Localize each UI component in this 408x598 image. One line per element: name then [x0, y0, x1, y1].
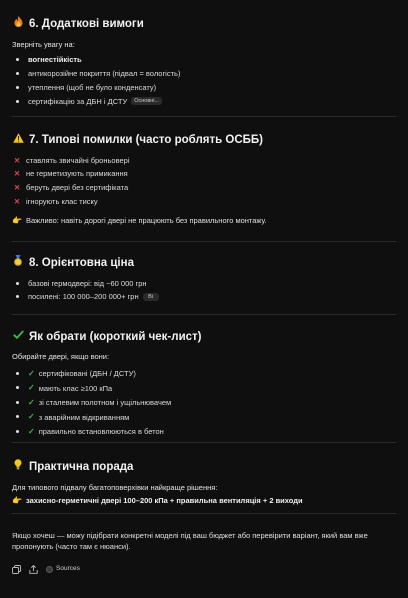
copy-icon[interactable] — [12, 565, 21, 574]
section-price — [12, 255, 396, 306]
source-chip[interactable]: Основні... — [131, 97, 162, 105]
divider — [12, 442, 396, 443]
checklist — [12, 369, 396, 437]
mistakes-list — [12, 156, 396, 207]
cross-icon: ✕ — [13, 169, 21, 179]
list-item: ✕ ставлять звичайні броньовері — [13, 155, 130, 165]
divider — [12, 241, 396, 242]
section-intro: Обирайте двері, якщо вони: — [12, 352, 110, 362]
list-item: антикорозійне покриття (підвал = вологість) — [12, 69, 396, 78]
section-heading — [12, 459, 396, 475]
pointing-hand-icon: 👉 — [12, 215, 22, 225]
list-item: базові гермодвері: від ~60 000 грн — [12, 279, 396, 288]
cross-icon: ✕ — [13, 155, 21, 165]
check-icon: ✓ — [28, 426, 35, 436]
fire-icon — [12, 16, 24, 32]
section-title: Як обрати (короткий чек-лист) — [29, 331, 202, 343]
section-common-mistakes — [12, 133, 396, 226]
divider — [12, 513, 396, 514]
section-additional-requirements — [12, 16, 396, 110]
cross-icon: ✕ — [13, 183, 21, 193]
section-heading — [12, 16, 396, 32]
section-heading — [12, 255, 396, 271]
message-actions — [12, 565, 80, 574]
section-title: 8. Орієнтовна ціна — [29, 256, 134, 269]
source-avatar-icon — [46, 566, 53, 573]
section-title: 6. Додаткові вимоги — [29, 17, 144, 30]
requirements-list — [12, 55, 396, 106]
recommendation: 👉 захисно-герметичні двері 100–200 кПа + правильна вентиляція + 2 виходи — [12, 495, 303, 506]
check-icon: ✓ — [28, 383, 35, 393]
section-heading — [12, 133, 396, 148]
pointing-hand-icon: 👉 — [12, 495, 22, 505]
price-list — [12, 279, 396, 302]
list-item: ✓ зі сталевим полотном і ущільнювачем — [12, 398, 396, 408]
source-chip[interactable]: Bi — [143, 293, 159, 301]
section-title: 7. Типові помилки (часто роблять ОСББ) — [29, 134, 263, 147]
list-item: ✓ з аварійним відкриванням — [12, 412, 396, 422]
section-intro: Зверніть увагу на: — [12, 39, 75, 49]
cross-icon: ✕ — [13, 197, 21, 207]
list-item: ✕ не герметизують примикання — [13, 169, 128, 179]
checkmark-icon — [12, 330, 24, 344]
section-intro: Для типового підвалу багатоповерхівки найкраще рішення: — [12, 482, 218, 492]
medal-icon — [12, 255, 24, 271]
list-item: сертифікацію за ДБН і ДСТУ Основні... — [12, 97, 396, 106]
important-note: 👉 Важливо: навіть дорогі двері не працюють без правильного монтажу. — [12, 215, 267, 225]
section-heading — [12, 330, 396, 344]
warning-icon — [12, 133, 24, 148]
check-icon: ✓ — [28, 397, 35, 407]
divider — [12, 314, 396, 315]
list-item: ✓ правильно встановлюються в бетон — [12, 427, 396, 437]
list-item: ✕ беруть двері без сертифіката — [13, 183, 129, 193]
sources-label: Sources — [56, 565, 80, 573]
list-item: вогнестійкість — [12, 55, 396, 64]
list-item: ✕ ігнорують клас тиску — [13, 197, 98, 207]
check-icon: ✓ — [28, 368, 35, 378]
closing-message: Якщо хочеш — можу підібрати конкретні моделі під ваш бюджет або перевірити варіант, який вам вже пропонують (часто там є нюанси). — [12, 531, 368, 551]
list-item: утеплення (щоб не було конденсату) — [12, 83, 396, 92]
section-practical-tip — [12, 459, 396, 506]
section-checklist — [12, 330, 396, 441]
list-item: ✓ сертифіковані (ДБН / ДСТУ) — [12, 369, 396, 379]
list-item: ✓ мають клас ≥100 кПа — [12, 383, 396, 393]
list-item: посилені: 100 000–200 000+ грн Bi — [12, 292, 396, 301]
lightbulb-icon — [12, 459, 24, 475]
divider — [12, 116, 396, 117]
check-icon: ✓ — [28, 412, 35, 422]
section-title: Практична порада — [29, 460, 134, 473]
share-icon[interactable] — [29, 565, 38, 574]
sources-button[interactable] — [46, 565, 80, 573]
